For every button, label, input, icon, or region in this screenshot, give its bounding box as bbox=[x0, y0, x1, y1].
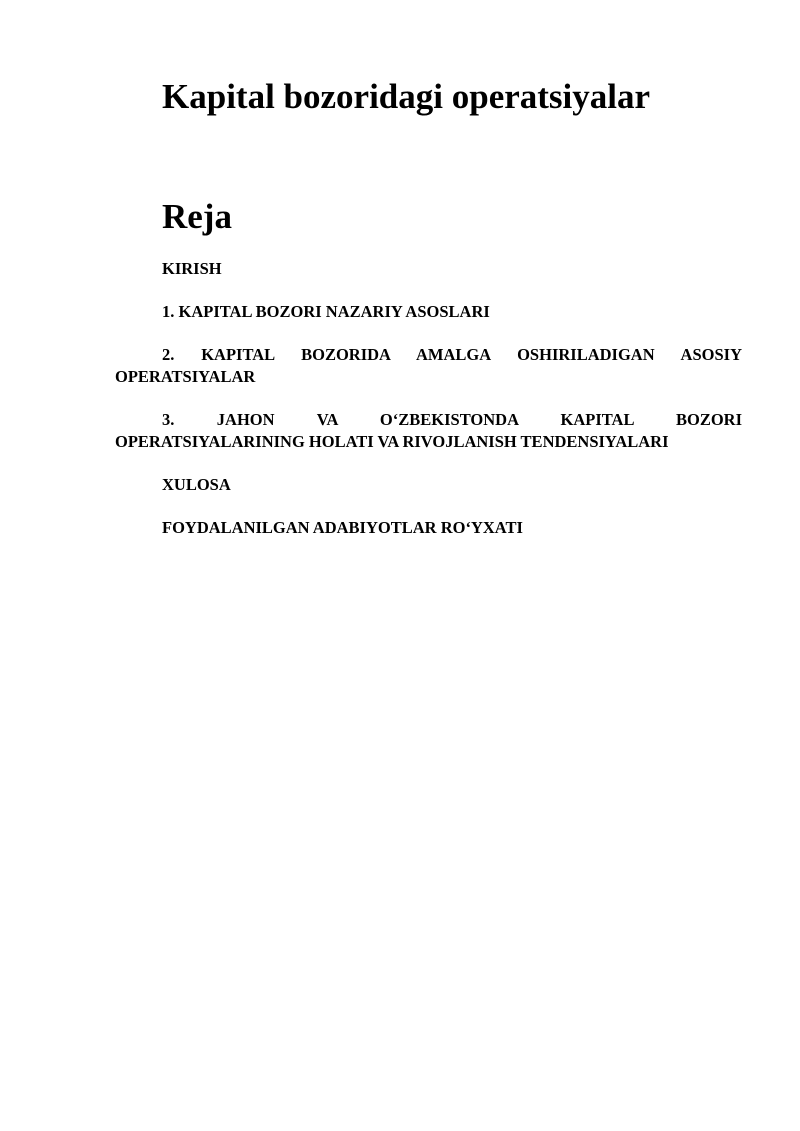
table-of-contents bbox=[115, 258, 742, 560]
toc-item-introduction: KIRISH bbox=[162, 259, 222, 278]
toc-item-conclusion: XULOSA bbox=[162, 475, 231, 494]
toc-item-chapter-3: 3. JAHON VA O‘ZBEKISTONDA KAPITAL BOZORI OPERATSIYALARINING HOLATI VA RIVOJLANISH TENDENSIYALARI bbox=[115, 410, 742, 451]
toc-item-references: FOYDALANILGAN ADABIYOTLAR RO‘YXATI bbox=[162, 518, 523, 537]
toc-item-chapter-2: 2. KAPITAL BOZORIDA AMALGA OSHIRILADIGAN ASOSIY OPERATSIYALAR bbox=[115, 345, 742, 386]
toc-item-chapter-1: 1. KAPITAL BOZORI NAZARIY ASOSLARI bbox=[162, 302, 490, 321]
plan-heading: Reja bbox=[162, 197, 232, 236]
document-title: Kapital bozoridagi operatsiyalar bbox=[162, 77, 651, 116]
